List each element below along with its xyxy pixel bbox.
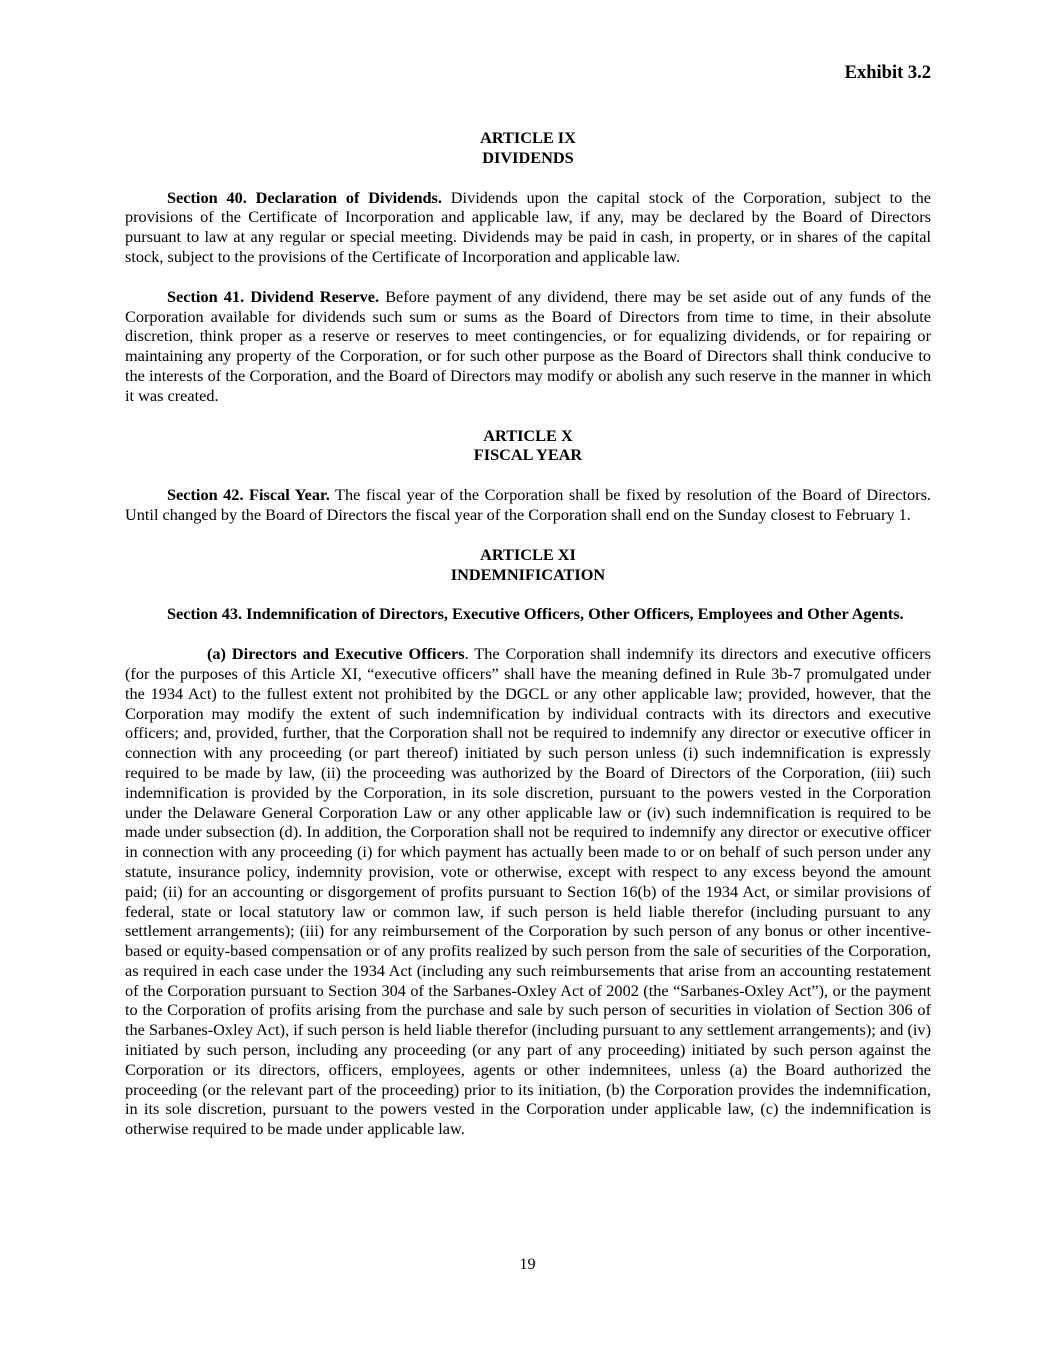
exhibit-label: Exhibit 3.2 [844,63,931,83]
article-xi-heading [125,545,931,585]
section-42-body: The fiscal year of the Corporation shall be fixed by resolution of the Board of Directors. Until changed by the Board of Directors the fiscal year of the Corporation shall end on the Sunday closest to February 1. [125,485,931,524]
section-41-body: Before payment of any dividend, there may be set aside out of any funds of the Corporation available for dividends such sum or sums as the Board of Directors from time to time, in their absolute discretion, think proper as a reserve or reserves to meet contingencies, or for equalizing dividends, or for repairing or maintaining any property of the Corporation, or for such other purpose as the Board of Directors shall think conducive to the interests of the Corporation, and the Board of Directors may modify or abolish any such reserve in the manner in which it was created. [125,286,931,405]
article-ix-title: ARTICLE IX [480,128,576,147]
article-x-heading [125,426,931,466]
document-content [125,0,931,1139]
article-xi-title: ARTICLE XI [480,544,576,564]
section-43a-body: . The Corporation shall indemnify its directors and executive officers (for the purposes of this Article XI, “executive officers” shall have the meaning defined in Rule 3b-7 promulgated under the 1934 Act) to the fullest extent not prohibited by the DGCL or any other applicable law; provided, however, that the Corporation may modify the extent of such indemnification by individual contracts with its directors and executive officers; and, provided, further, that the Corporation shall not be required to indemnify any director or executive officer in connection with any proceeding (or part thereof) initiated by such person unless (i) such indemnification is expressly required to be made by law, (ii) the proceeding was authorized by the Board of Directors of the Corporation, (iii) such indemnification is provided by the Corporation, in its sole discretion, pursuant to the powers vested in the Corporation under the Delaware General Corporation Law or any other applicable law or (iv) such indemnification is required to be made under subsection (d). In addition, the Corporation shall not be required to indemnify any director or executive officer in connection with any proceeding (i) for which payment has actually been made to or on behalf of such person under any statute, insurance policy, indemnity provision, vote or otherwise, except with respect to any excess beyond the amount paid; (ii) for an accounting or disgorgement of profits pursuant to Section 16(b) of the 1934 Act, or similar provisions of federal, state or local statutory law or common law, if such person is held liable therefor (including pursuant to any settlement arrangements); (iii) for any reimbursement of the Corporation by such person of any bonus or other incentive-based or equity-based compensation or of any profits realized by such person from the sale of securities of the Corporation, as required in each case under the 1934 Act (including any such reimbursements that arise from an accounting restatement of the Corporation pursuant to Section 304 of the Sarbanes-Oxley Act of 2002 (the “Sarbanes-Oxley Act”), or the payment to the Corporation of profits arising from the purchase and sale by such person of securities in violation of Section 306 of the Sarbanes-Oxley Act), if such person is held liable therefor (including pursuant to any settlement arrangements); and (iv) initiated by such person, including any proceeding (or any part of any proceeding) initiated by such person against the Corporation or its directors, officers, employees, agents or other indemnitees, unless (a) the Board authorized the proceeding (or the relevant part of the proceeding) prior to its initiation, (b) the Corporation provides the indemnification, in its sole discretion, pursuant to the powers vested in the Corporation under applicable law, (c) the indemnification is otherwise required to be made under applicable law. [125,644,931,1139]
page-number: 19 [519,1254,536,1273]
section-43-heading-paragraph [125,604,931,624]
section-42-paragraph [125,485,931,525]
section-43-lead: Section 43. Indemnification of Directors, Executive Officers, Other Officers, Employees and Other Agents. [167,604,904,624]
section-43a-paragraph [125,644,931,1139]
article-x-subtitle: FISCAL YEAR [473,445,583,465]
article-xi-subtitle: INDEMNIFICATION [450,564,606,584]
section-43a-lead: (a) Directors and Executive Officers [207,644,465,664]
article-x-title: ARTICLE X [483,425,573,445]
section-40-lead: Section 40. Declaration of Dividends. [167,187,442,207]
article-ix-subtitle: DIVIDENDS [482,147,574,167]
section-41-lead: Section 41. Dividend Reserve. [167,286,380,306]
section-40-body: Dividends upon the capital stock of the Corporation, subject to the provisions of the Certificate of Incorporation and applicable law, if any, may be declared by the Board of Directors pursuant to law at any regular or special meeting. Dividends may be paid in cash, in property, or in shares of the capital stock, subject to the provisions of the Certificate of Incorporation and applicable law. [125,187,931,266]
section-40-paragraph [125,188,931,267]
section-42-lead: Section 42. Fiscal Year. [167,485,330,505]
article-ix-heading [125,128,931,168]
section-41-paragraph [125,287,931,406]
